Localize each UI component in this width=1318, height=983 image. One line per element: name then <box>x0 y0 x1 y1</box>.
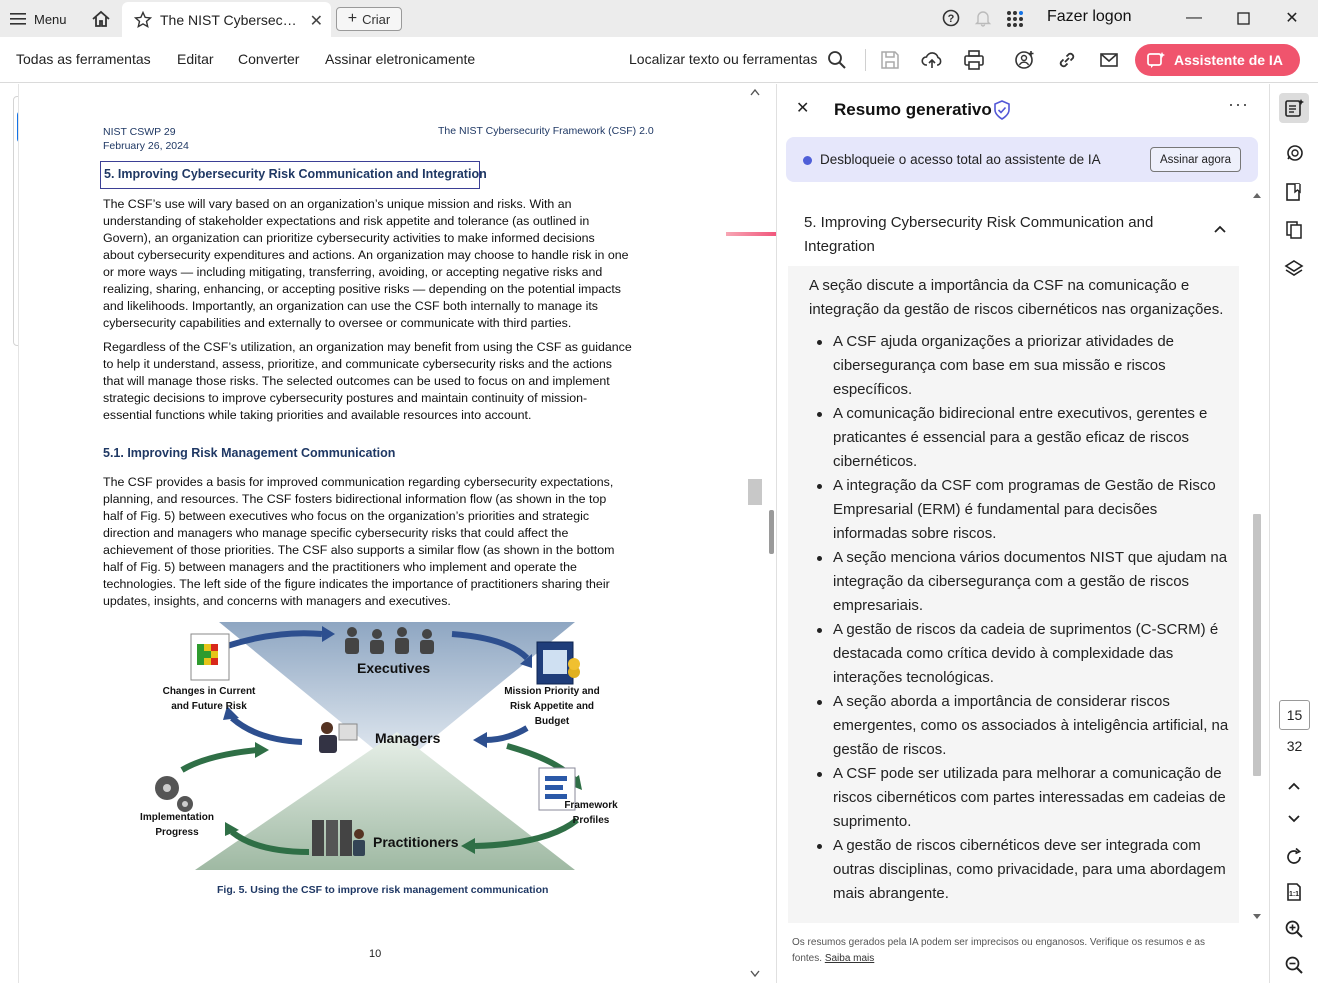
home-icon[interactable] <box>90 8 112 30</box>
previous-page-button[interactable] <box>1279 771 1309 801</box>
search-icon[interactable] <box>826 49 848 71</box>
paragraph-1 <box>103 196 651 332</box>
chevron-up-icon[interactable] <box>1213 224 1227 234</box>
executives-label: Executives <box>357 660 431 676</box>
section-heading-highlighted[interactable]: 5. Improving Cybersecurity Risk Communication and Integration <box>100 161 480 189</box>
disclaimer-text: Os resumos gerados pela IA podem ser imprecisos ou enganosos. Verifique os resumos e as fontes. <box>792 937 1205 964</box>
menu-button[interactable] <box>10 8 67 30</box>
doc-date: February 26, 2024 <box>103 140 189 152</box>
label-line: Framework <box>564 800 618 811</box>
paragraph-3 <box>103 474 651 610</box>
ai-disclaimer <box>792 935 1222 967</box>
summary-bullet: A CSF ajuda organizações a priorizar atividades de cibersegurança com base em sua missão e riscos específicos. <box>809 330 1229 402</box>
ai-assistant-icon <box>1146 50 1166 70</box>
link-icon[interactable] <box>1056 49 1078 71</box>
actual-size-icon <box>1284 882 1304 902</box>
text-line: cybersecurity capabilities and externally to oversee or communicate with third parties. <box>103 316 572 330</box>
scroll-up-icon[interactable] <box>750 88 760 96</box>
label-line: Implementation <box>140 812 214 823</box>
layers-icon <box>1284 259 1304 279</box>
cloud-upload-icon[interactable] <box>921 49 943 71</box>
text-line: technologies. The left side of the figure indicates the importance of practitioners sharing their <box>103 577 610 591</box>
page-thumbnails-icon <box>1284 220 1304 240</box>
summary-content <box>788 266 1239 923</box>
menu-e-sign[interactable]: Assinar eletronicamente <box>325 51 476 67</box>
notifications-bell-icon[interactable] <box>974 9 992 27</box>
ai-panel-header <box>777 84 1267 134</box>
summary-bullet: A comunicação bidirecional entre executivos, gerentes e praticantes é essencial para a gestão eficaz de riscos cibernéticos. <box>809 402 1229 474</box>
create-label: Criar <box>362 11 391 27</box>
minimize-icon[interactable]: — <box>1186 9 1202 26</box>
layers-panel-button[interactable] <box>1279 254 1309 284</box>
more-options-icon[interactable]: ··· <box>1228 94 1249 114</box>
pages-panel-button[interactable] <box>1279 215 1309 245</box>
text-line: understanding of stakeholder expectations and risk appetite and tolerance (as outlined in <box>103 214 590 228</box>
bookmarks-panel-button[interactable] <box>1279 177 1309 207</box>
menu-all-tools[interactable]: Todas as ferramentas <box>16 51 151 67</box>
svg-text:1:1: 1:1 <box>1288 891 1300 898</box>
summary-bullets <box>809 330 1229 906</box>
summary-bullet: A gestão de riscos da cadeia de suprimentos (C-SCRM) é destacada como crítica devido à complexidade das interações tecnológicas. <box>809 618 1229 690</box>
changes-risk-label <box>153 684 265 714</box>
text-line: Regardless of the CSF’s utilization, an organization may benefit from using the CSF as guidance <box>103 340 632 354</box>
subscribe-button[interactable]: Assinar agora <box>1150 147 1241 172</box>
scroll-up-icon[interactable] <box>1253 192 1261 198</box>
page-header-left <box>103 125 189 153</box>
bookmark-icon <box>1284 182 1304 202</box>
create-button[interactable] <box>336 7 402 31</box>
close-panel-icon[interactable]: ✕ <box>796 100 810 117</box>
comments-icon <box>1284 143 1304 163</box>
text-line: planning, and resources. The CSF fosters bidirectional information flow (as shown in the top <box>103 492 607 506</box>
learn-more-link[interactable]: Saiba mais <box>824 953 875 964</box>
hamburger-icon <box>10 12 26 26</box>
mission-priority-label <box>492 684 612 729</box>
document-viewer[interactable] <box>18 84 731 983</box>
label-line: Profiles <box>572 815 610 826</box>
login-button[interactable]: Fazer logon <box>1047 8 1132 25</box>
text-line: realizing, sharing, enhancing, or accepting positive risks — depending on the potential impacts <box>103 282 621 296</box>
label-line: Changes in Current <box>162 686 256 697</box>
text-line: essential functions while taking priorities and available resources into account. <box>103 408 532 422</box>
summary-bullet: A gestão de riscos cibernéticos deve ser integrada com outras disciplinas, como privacidade, para uma abordagem mais abrangente. <box>809 834 1229 906</box>
document-tab[interactable] <box>122 2 331 37</box>
label-line: Risk Appetite and <box>509 701 595 712</box>
menu-label: Menu <box>34 11 67 27</box>
text-line: achievement of those priorities. The CSF also supports a similar flow (as shown in the bottom <box>103 543 615 557</box>
total-pages: 32 <box>1286 738 1303 754</box>
text-line: The CSF provides a basis for improved communication regarding cybersecurity expectations, <box>103 475 614 489</box>
email-icon[interactable] <box>1098 49 1120 71</box>
share-user-icon[interactable] <box>1014 49 1036 71</box>
text-line: The CSF’s use will vary based on an organization’s unique mission and risks. With an <box>103 197 572 211</box>
text-line: about cybersecurity expenditures and actions. An organization may choose to handle risk in one <box>103 248 629 262</box>
panel-resize-handle[interactable] <box>769 510 774 554</box>
info-dot-icon <box>803 156 812 165</box>
text-line: to help it understand, assess, prioritize, and communicate cybersecurity risks and the actions <box>103 357 612 371</box>
chevron-down-icon <box>1287 814 1301 824</box>
document-scrollbar[interactable] <box>747 84 765 983</box>
maximize-icon[interactable] <box>1231 6 1255 30</box>
doc-id: NIST CSWP 29 <box>103 126 176 138</box>
text-line: or more ways — including mitigating, transferring, avoiding, or accepting negative risks and <box>103 265 603 279</box>
summary-scroll-thumb[interactable] <box>1253 514 1261 776</box>
subsection-heading: 5.1. Improving Risk Management Communication <box>103 446 396 460</box>
summary-bullet: A integração da CSF com programas de Gestão de Risco Empresarial (ERM) é fundamental para decisões informadas sobre riscos. <box>809 474 1229 546</box>
ai-summary-panel <box>776 84 1266 983</box>
plus-icon: + <box>347 10 358 27</box>
text-line: strategic decisions to improve cybersecurity postures and maintain continuity of mission- <box>103 391 588 405</box>
pdf-page <box>19 84 731 983</box>
comments-panel-button[interactable] <box>1279 138 1309 168</box>
summary-bullet: A seção aborda a importância de considerar riscos emergentes, como os associados à inteligência artificial, na gestão de riscos. <box>809 690 1229 762</box>
summary-section-title[interactable]: 5. Improving Cybersecurity Risk Communication and Integration <box>804 214 1154 255</box>
menu-bar <box>0 37 1318 83</box>
find-tools-search[interactable]: Localizar texto ou ferramentas <box>629 51 818 67</box>
summary-bullet: A CSF pode ser utilizada para melhorar a comunicação de riscos cibernéticos com partes interessadas em cadeias de suprimento. <box>809 762 1229 834</box>
implementation-progress-label <box>127 810 227 840</box>
summary-bullet: A seção menciona vários documentos NIST que ajudam na integração da cibersegurança com a gestão de riscos empresariais. <box>809 546 1229 618</box>
right-tool-rail <box>1269 84 1318 983</box>
label-line: Budget <box>534 716 570 727</box>
text-line: that will manage those risks. The selected outcomes can be used to focus on and implement <box>103 374 610 388</box>
zoom-in-icon <box>1284 919 1304 939</box>
unlock-banner <box>786 137 1258 182</box>
practitioners-label: Practitioners <box>373 834 459 850</box>
text-line: half of Fig. 5) between managers and the practitioners who implement and operate the <box>103 560 577 574</box>
tab-title: The NIST Cybersec… <box>160 11 297 28</box>
zoom-out-icon <box>1284 955 1304 975</box>
svg-text:?: ? <box>947 13 955 25</box>
summary-intro: A seção discute a importância da CSF na comunicação e integração da gestão de riscos cibernéticos nas organizações. <box>809 277 1224 318</box>
scroll-down-icon[interactable] <box>1253 914 1261 920</box>
close-window-icon[interactable]: ✕ <box>1285 10 1299 27</box>
paragraph-2 <box>103 339 651 424</box>
page-number: 10 <box>369 948 382 960</box>
label-line: Progress <box>155 827 199 838</box>
toolbar-divider <box>865 49 866 71</box>
page-header-right: The NIST Cybersecurity Framework (CSF) 2.0 <box>438 125 654 137</box>
unlock-text: Desbloqueie o acesso total ao assistente de IA <box>820 152 1101 167</box>
fit-page-button[interactable] <box>1279 877 1309 907</box>
text-line: direction and managers who manage specific cybersecurity risks that could affect the <box>103 526 569 540</box>
text-line: and likelihoods. Importantly, an organization can use the CSF both internally to manage its <box>103 299 598 313</box>
document-scroll-thumb[interactable] <box>748 479 762 505</box>
title-bar <box>0 0 1318 37</box>
risk-communication-figure <box>127 620 618 882</box>
menu-convert[interactable]: Converter <box>238 51 300 67</box>
text-line: half of Fig. 5) between executives who focus on the organization’s priorities and strategic <box>103 509 590 523</box>
framework-profiles-label <box>551 798 631 828</box>
rotate-icon <box>1284 847 1304 867</box>
apps-grid-icon[interactable] <box>1005 8 1025 28</box>
star-icon[interactable] <box>134 11 152 29</box>
close-tab-icon[interactable]: ✕ <box>309 13 323 30</box>
save-icon[interactable] <box>879 49 901 71</box>
print-icon[interactable] <box>963 49 985 71</box>
label-line: Mission Priority and <box>504 686 600 697</box>
next-page-button[interactable] <box>1279 804 1309 834</box>
ai-assistant-label: Assistente de IA <box>1174 52 1283 68</box>
rotate-button[interactable] <box>1279 842 1309 872</box>
zoom-out-button[interactable] <box>1279 950 1309 980</box>
chevron-up-icon <box>1287 781 1301 791</box>
managers-label: Managers <box>375 730 441 746</box>
shield-check-icon[interactable] <box>993 100 1011 120</box>
label-line: and Future Risk <box>171 701 247 712</box>
help-icon[interactable] <box>942 9 960 27</box>
ai-summary-panel-toggle[interactable] <box>1279 93 1309 123</box>
summary-scrollbar[interactable] <box>1251 192 1263 922</box>
ai-assistant-button[interactable] <box>1135 44 1300 76</box>
current-page-input[interactable]: 15 <box>1279 700 1310 730</box>
zoom-in-button[interactable] <box>1279 914 1309 944</box>
figure-caption: Fig. 5. Using the CSF to improve risk management communication <box>217 884 549 896</box>
ai-panel-title: Resumo generativo <box>834 100 992 119</box>
ai-summary-icon <box>1284 98 1304 118</box>
text-line: Govern), an organization can prioritize cybersecurity activities to make informed decisions <box>103 231 595 245</box>
scroll-down-icon[interactable] <box>750 970 760 978</box>
menu-edit[interactable]: Editar <box>177 51 214 67</box>
text-line: updates, insights, and concerns with managers and executives. <box>103 594 451 608</box>
